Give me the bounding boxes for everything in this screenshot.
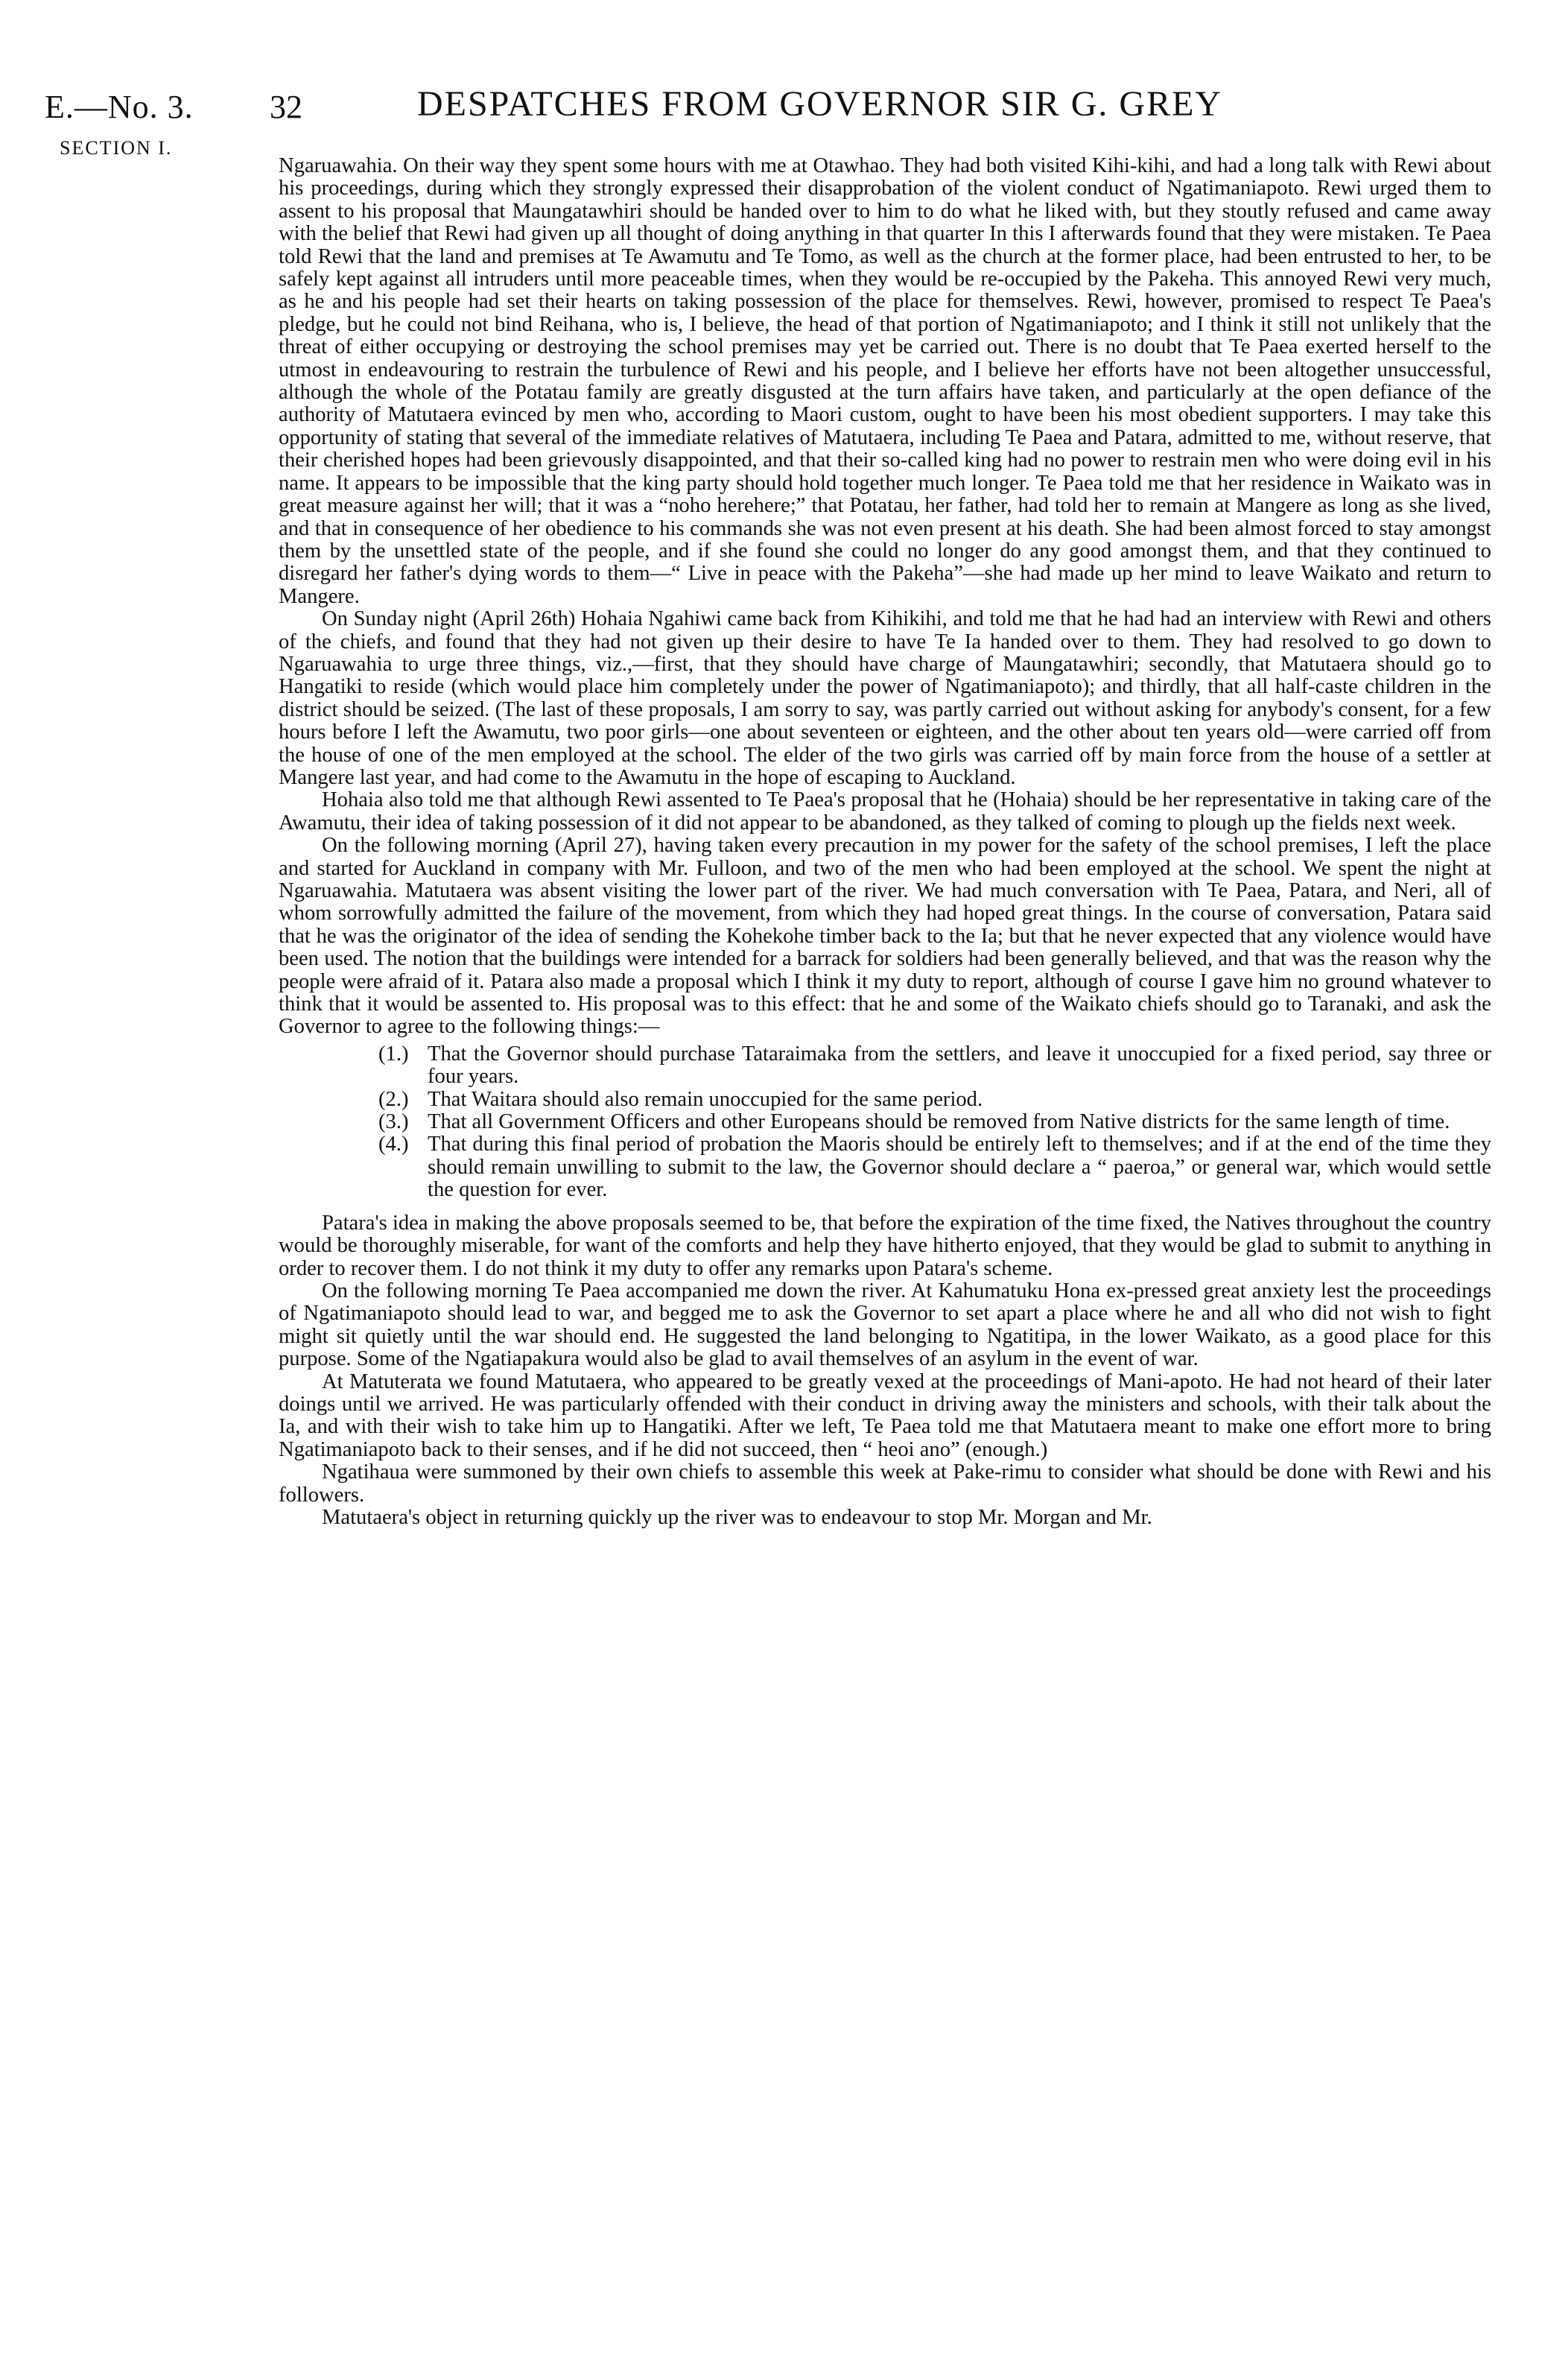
list-item xyxy=(279,1133,1491,1201)
paragraph: Patara's idea in making the above proposals seemed to be, that before the expiration of the time fixed, the Natives throughout the country would be thoroughly miserable, for want of the comforts and help they have hitherto enjoyed, that they would be glad to submit to anything in order to recover them. I do not think it my duty to offer any remarks upon Patara's scheme. xyxy=(279,1211,1491,1280)
paragraph: Ngatihaua were summoned by their own chiefs to assemble this week at Pake-rimu to consider what should be done with Rewi and his followers. xyxy=(279,1460,1491,1507)
list-item-number: (4.) xyxy=(378,1133,409,1156)
paragraph: Hohaia also told me that although Rewi assented to Te Paea's proposal that he (Hohaia) should be her representative in taking care of the Awamutu, their idea of taking possession of it did not appear to be abandoned, as they talked of coming to plough up the fields next week. xyxy=(279,788,1491,835)
page-title: DESPATCHES FROM GOVERNOR SIR G. GREY xyxy=(417,84,1223,124)
list-item-number: (2.) xyxy=(378,1087,409,1111)
section-label: SECTION I. xyxy=(60,137,173,159)
proposal-list xyxy=(279,1043,1491,1202)
list-item-number: (1.) xyxy=(378,1042,409,1066)
list-item xyxy=(279,1043,1491,1089)
paragraph: At Matuterata we found Matutaera, who appeared to be greatly vexed at the proceedings of Mani-apoto. He had not heard of their later doings until we arrived. He was particularly offended with their conduct in driving away the ministers and schools, with their talk about the Ia, and with their wish to take him up to Hangatiki. After we left, Te Paea told me that Matutaera meant to make one effort more to bring Ngatimaniapoto back to their senses, and if he did not succeed, then “ heoi ano” (enough.) xyxy=(279,1370,1491,1461)
list-item-text: That the Governor should purchase Tataraimaka from the settlers, and leave it unoccupied for a fixed period, say three or four years. xyxy=(428,1042,1491,1089)
document-reference: E.—No. 3. xyxy=(45,89,194,125)
paragraph: Ngaruawahia. On their way they spent some hours with me at Otawhao. They had both visited Kihi-kihi, and had a long talk with Rewi about his proceedings, during which they strongly expressed their disapprobation of the violent conduct of Ngatimaniapoto. Rewi urged them to assent to his proposal that Maungatawhiri should be handed over to him to do what he liked with, but they stoutly refused and came away with the belief that Rewi had given up all thought of doing anything in that quarter In this I afterwards found that they were mistaken. Te Paea told Rewi that the land and premises at Te Awamutu and Te Tomo, as well as the church at the former place, had been entrusted to her, to be safely kept against all intruders until more peaceable times, when they would be re-occupied by the Pakeha. This annoyed Rewi very much, as he and his people had set their hearts on taking possession of the place for themselves. Rewi, however, promised to respect Te Paea's pledge, but he could not bind Reihana, who is, I believe, the head of that portion of Ngatimaniapoto; and I think it still not unlikely that the threat of either occupying or destroying the school premises may yet be carried out. There is no doubt that Te Paea exerted herself to the utmost in endeavouring to restrain the turbulence of Rewi and his people, and I believe her efforts have not been altogether unsuccessful, although the whole of the Potatau family are greatly disgusted at the turn affairs have taken, and particularly at the open defiance of the authority of Matutaera evinced by men who, according to Maori custom, ought to have been his most obedient supporters. I may take this opportunity of stating that several of the immediate relatives of Matutaera, including Te Paea and Patara, admitted to me, without reserve, that their cherished hopes had been grievously disappointed, and that their so-called king had no power to restrain men who were doing evil in his name. It appears to be impossible that the king party should hold together much longer. Te Paea told me that her residence in Waikato was in great measure against her will; that it was a “noho herehere;” that Potatau, her father, had told her to remain at Mangere as long as she lived, and that in consequence of her obedience to his commands she was not even present at his death. She had been almost forced to stay amongst them by the unsettled state of the people, and if she found she could no longer do any good amongst them, and that they continued to disregard her father's dying words to them—“ Live in peace with the Pakeha”—she had made up her mind to leave Waikato and return to Mangere. xyxy=(279,154,1491,608)
paragraph: Matutaera's object in returning quickly up the river was to endeavour to stop Mr. Morgan and Mr. xyxy=(322,1505,1152,1529)
list-item-number: (3.) xyxy=(378,1110,409,1134)
paragraph: On the following morning Te Paea accompanied me down the river. At Kahumatuku Hona ex-pressed great anxiety lest the proceedings of Ngatimaniapoto should lead to war, and begged me to ask the Governor to set apart a place where he and all who did not wish to fight might sit quietly until the war should end. He suggested the land belonging to Ngatitipa, in the lower Waikato, as a good place for this purpose. Some of the Ngatiapakura would also be glad to avail themselves of an asylum in the event of war. xyxy=(279,1279,1491,1371)
body-text xyxy=(279,155,1491,1529)
paragraph: On the following morning (April 27), having taken every precaution in my power for the safety of the school premises, I left the place and started for Auckland in company with Mr. Fulloon, and two of the men who had been employed at the school. We spent the night at Ngaruawahia. Matutaera was absent visiting the lower part of the river. We had much conversation with Te Paea, Patara, and Neri, all of whom sorrowfully admitted the failure of the movement, from which they had hoped great things. In the course of conversation, Patara said that he was the originator of the idea of sending the Kohekohe timber back to the Ia; but that he never expected that any violence would have been used. The notion that the buildings were intended for a barrack for soldiers had been generally believed, and that was the reason why the people were afraid of it. Patara also made a proposal which I think it my duty to report, although of course I gave him no ground whatever to think that it would be assented to. His proposal was to this effect: that he and some of the Waikato chiefs should go to Taranaki, and ask the Governor to agree to the following things:— xyxy=(279,834,1491,1039)
list-item xyxy=(279,1089,1491,1111)
paragraph: On Sunday night (April 26th) Hohaia Ngahiwi came back from Kihikihi, and told me that he had had an interview with Rewi and others of the chiefs, and found that they had not given up their desire to have Te Ia handed over to them. They had resolved to go down to Ngaruawahia to urge three things, viz.,—first, that they should have charge of Maungatawhiri; secondly, that Matutaera should go to Hangatiki to reside (which would place him completely under the power of Ngatimaniapoto); and thirdly, that all half-caste children in the district should be seized. (The last of these proposals, I am sorry to say, was partly carried out without asking for anybody's consent, for a few hours before I left the Awamutu, two poor girls—one about seventeen or eighteen, and the other about ten years old—were carried off from the house of one of the men employed at the school. The elder of the two girls was carried off by main force from the house of a settler at Mangere last year, and had come to the Awamutu in the hope of escaping to Auckland. xyxy=(279,607,1491,789)
list-item xyxy=(279,1111,1491,1133)
list-item-text: That all Government Officers and other Europeans should be removed from Native districts for the same length of time. xyxy=(428,1110,1450,1134)
page-number: 32 xyxy=(270,89,302,125)
list-item-text: That Waitara should also remain unoccupied for the same period. xyxy=(428,1087,983,1111)
list-item-text: That during this final period of probation the Maoris should be entirely left to themselves; and if at the end of the time they should remain unwilling to submit to the law, the Governor should declare a “ paeroa,” or general war, which would settle the question for ever. xyxy=(428,1133,1491,1202)
